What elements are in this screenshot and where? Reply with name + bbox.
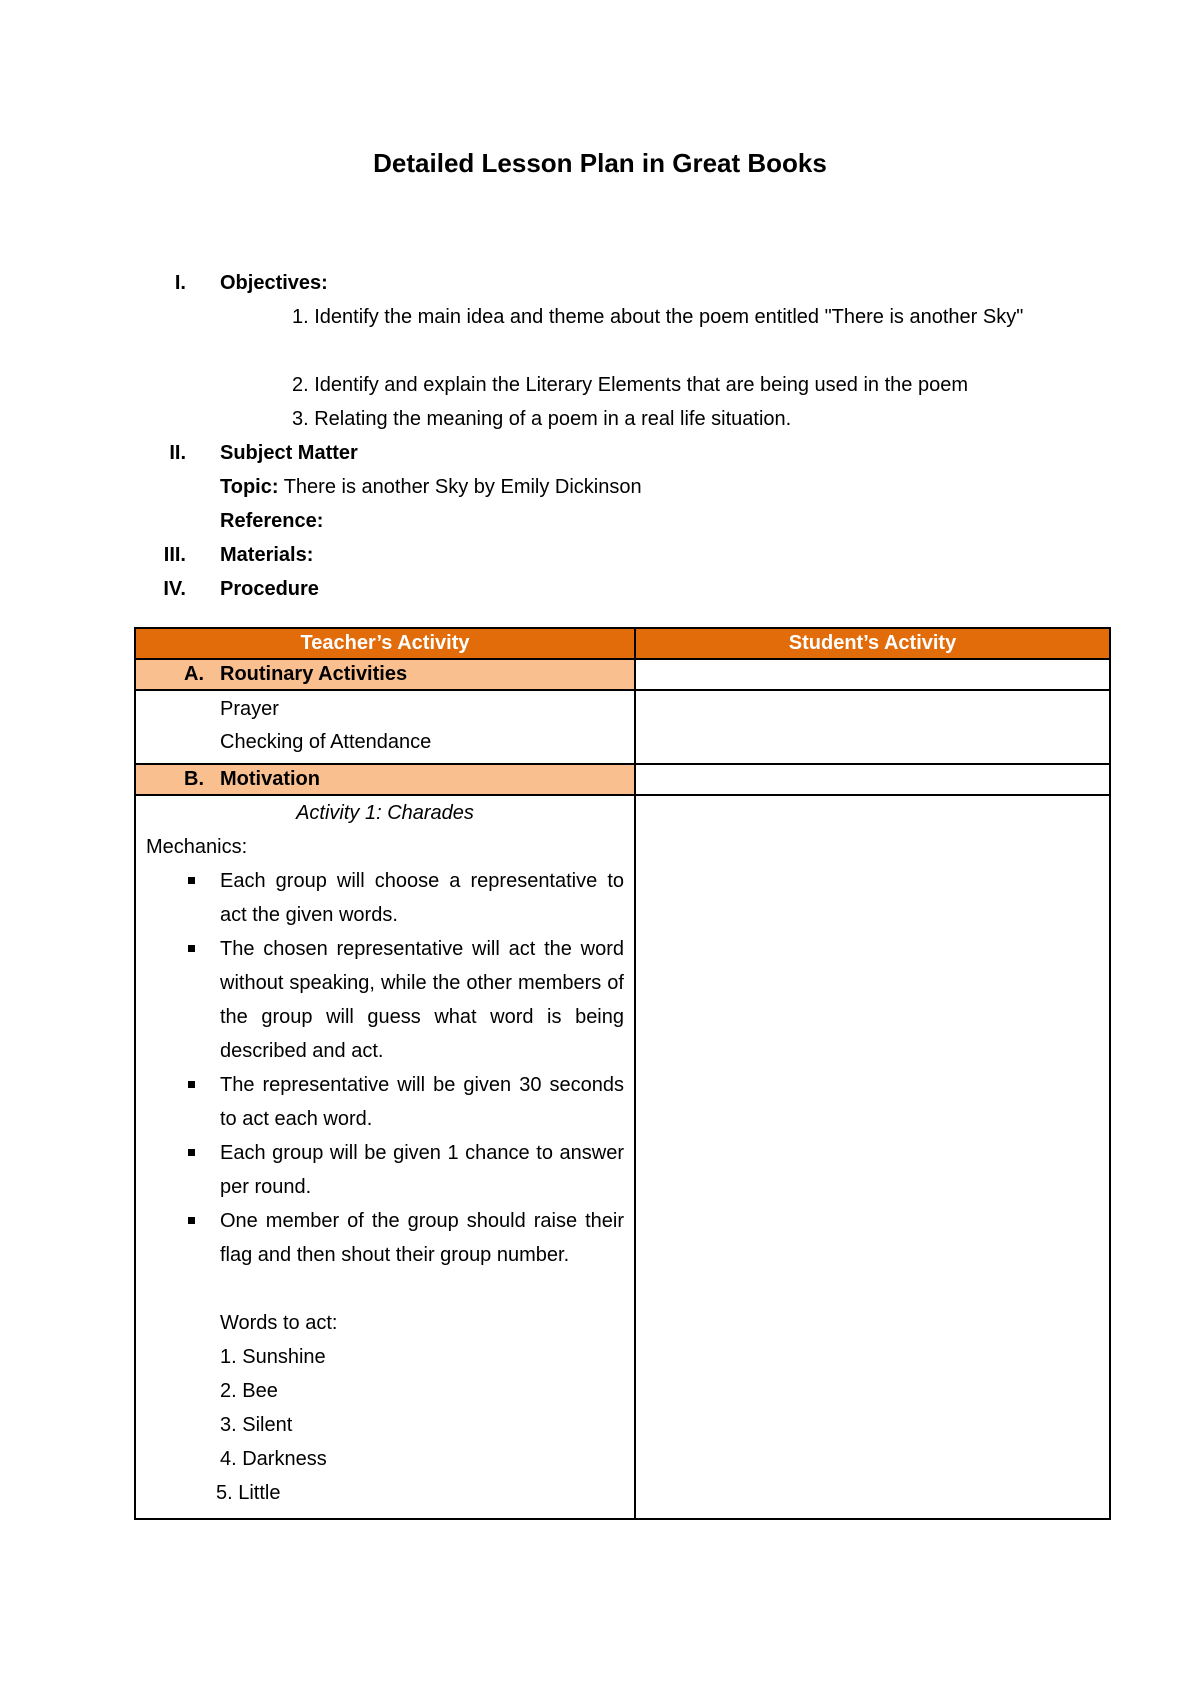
mechanic-text: One member of the group should raise their flag and then shout their group number. — [220, 1210, 624, 1266]
mechanic-text: Each group will be given 1 chance to answer per round. — [220, 1142, 624, 1198]
objective-item: 3. Relating the meaning of a poem in a real life situation. — [292, 408, 792, 430]
student-cell — [635, 795, 1110, 1519]
outline-heading: Procedure — [220, 578, 319, 600]
motivation-cell — [135, 795, 635, 1519]
section-b-row — [135, 764, 1110, 795]
section-label: Motivation — [220, 768, 320, 790]
student-activity-header: Student’s Activity — [635, 628, 1110, 659]
section-a-row — [135, 659, 1110, 690]
outline-objectives — [140, 266, 1060, 300]
lesson-outline — [140, 266, 1060, 606]
reference-label: Reference: — [220, 510, 324, 532]
routinary-cell — [135, 690, 635, 764]
words-label: Words to act: — [220, 1312, 338, 1334]
list-item — [146, 864, 624, 932]
list-item — [146, 1068, 624, 1136]
section-label: Routinary Activities — [220, 663, 408, 685]
list-item — [146, 1136, 624, 1204]
routine-item: Prayer — [220, 698, 279, 720]
routine-item: Checking of Attendance — [220, 731, 432, 753]
teacher-activity-header: Teacher’s Activity — [135, 628, 635, 659]
list-item — [146, 1204, 624, 1272]
outline-number: I. — [174, 272, 186, 294]
mechanics-label: Mechanics: — [146, 836, 248, 858]
outline-heading: Objectives: — [220, 272, 328, 294]
word-item: 1. Sunshine — [220, 1346, 326, 1368]
reference-line — [140, 504, 1060, 538]
topic-label: Topic: — [220, 476, 279, 498]
bullet-icon — [188, 1149, 195, 1156]
bullet-icon — [188, 877, 195, 884]
section-letter: A. — [184, 663, 204, 685]
mechanic-text: The chosen representative will act the word without speaking, while the other members of the group will guess what word is being described and act. — [220, 938, 624, 1062]
mechanic-text: The representative will be given 30 seconds to act each word. — [220, 1074, 624, 1130]
spacer — [146, 1272, 624, 1306]
bullet-icon — [188, 1081, 195, 1088]
activity-title: Activity 1: Charades — [296, 802, 474, 824]
outline-procedure — [140, 572, 1060, 606]
topic-line — [140, 470, 1060, 504]
objective-item: 1. Identify the main idea and theme about the poem entitled "There is another Sky" — [292, 306, 1024, 328]
routinary-row — [135, 690, 1110, 764]
topic-value: There is another Sky by Emily Dickinson — [278, 476, 642, 498]
word-item: 4. Darkness — [220, 1448, 327, 1470]
student-cell — [635, 659, 1110, 690]
procedure-table — [134, 627, 1111, 1520]
outline-number: IV. — [163, 578, 186, 600]
word-item: 5. Little — [216, 1482, 281, 1504]
words-block — [146, 1306, 624, 1510]
list-item — [146, 932, 624, 1068]
section-letter: B. — [184, 768, 204, 790]
objective-item: 2. Identify and explain the Literary Elements that are being used in the poem — [292, 374, 968, 396]
bullet-icon — [188, 1217, 195, 1224]
section-b-heading — [135, 764, 635, 795]
outline-heading: Materials: — [220, 544, 314, 566]
table-header-row — [135, 628, 1110, 659]
outline-number: II. — [169, 442, 186, 464]
outline-materials — [140, 538, 1060, 572]
document-title: Detailed Lesson Plan in Great Books — [373, 148, 827, 178]
outline-heading: Subject Matter — [220, 442, 358, 464]
student-cell — [635, 764, 1110, 795]
bullet-icon — [188, 945, 195, 952]
outline-number: III. — [163, 544, 186, 566]
motivation-row — [135, 795, 1110, 1519]
mechanics-list — [146, 864, 624, 1272]
topic-text — [220, 470, 642, 504]
outline-subject-matter — [140, 436, 1060, 470]
word-item: 2. Bee — [220, 1380, 278, 1402]
section-a-heading — [135, 659, 635, 690]
mechanic-text: Each group will choose a representative to act the given words. — [220, 870, 624, 926]
word-item: 3. Silent — [220, 1414, 293, 1436]
student-cell — [635, 690, 1110, 764]
